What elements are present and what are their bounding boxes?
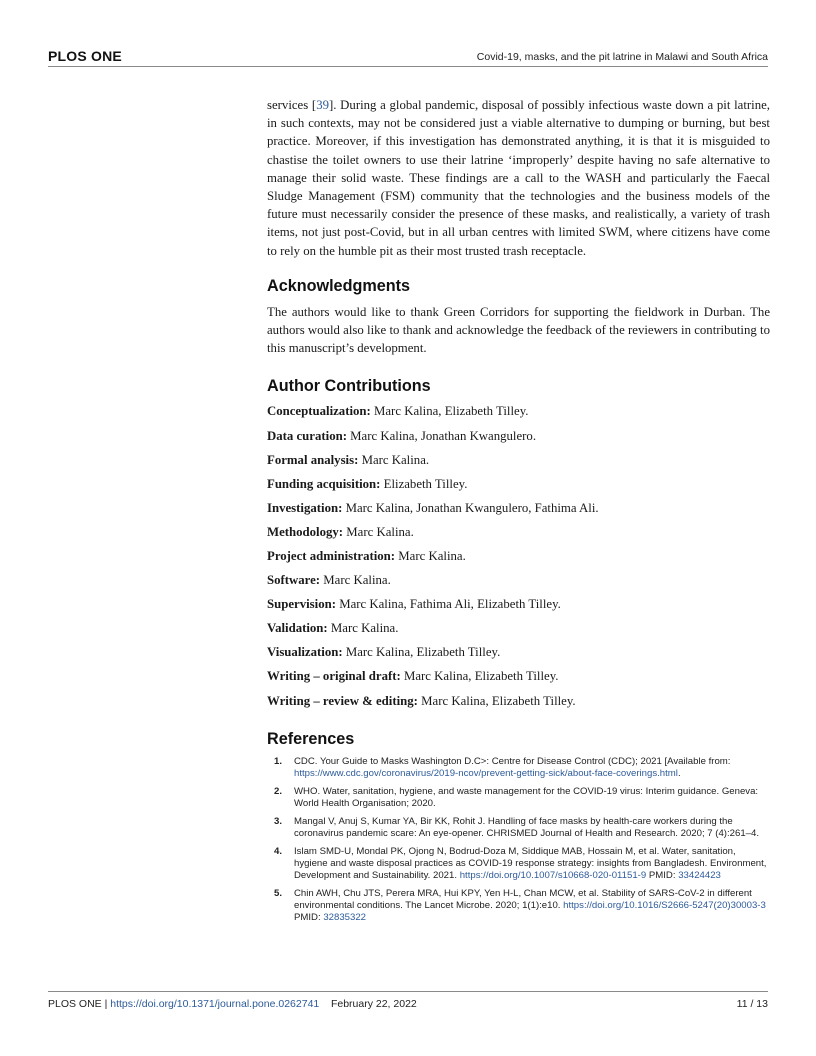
reference-text: CDC. Your Guide to Masks Washington D.C>: Centre for Disease Control (CDC); 2021 [Available from: (294, 755, 731, 767)
contribution-role: Writing – original draft: (267, 669, 401, 684)
contribution-item (267, 620, 770, 636)
reference-text: Islam SMD-U, Mondal PK, Ojong N, Bodrud-Doza M, Siddique MAB, Hossain M, et al. Water, sanitation, hygiene and waste disposal practices as COVID-19 response strategy: insights from Bangladesh. Environment, Development and Sustainability. 2021. (294, 845, 767, 881)
reference-item (267, 816, 770, 840)
author-contributions-list (267, 403, 770, 708)
citation-link[interactable]: 39 (316, 98, 329, 112)
contribution-item (267, 572, 770, 588)
contribution-names: Marc Kalina, Elizabeth Tilley. (403, 669, 559, 684)
contribution-names: Marc Kalina, Jonathan Kwangulero, Fathima Ali. (345, 500, 599, 515)
contribution-names: Marc Kalina, Fathima Ali, Elizabeth Tilley. (339, 597, 561, 612)
contribution-role: Methodology: (267, 524, 344, 539)
doi-link[interactable]: https://doi.org/10.1371/journal.pone.0262741 (110, 998, 320, 1010)
main-content (267, 96, 770, 930)
page-header (48, 38, 768, 67)
journal-name: PLOS ONE (48, 48, 122, 64)
reference-text: Mangal V, Anuj S, Kumar YA, Bir KK, Rohit J. Handling of face masks by health-care workers during the coronavirus pandemic scare: An eye-opener. CHRISMED Journal of Health and Research. 2020; 7 (4):261–4. (294, 815, 760, 839)
contribution-role: Data curation: (267, 428, 347, 443)
author-contributions-heading: Author Contributions (267, 377, 431, 396)
contribution-role: Investigation: (267, 500, 343, 515)
contribution-names: Marc Kalina. (361, 452, 430, 467)
reference-text: WHO. Water, sanitation, hygiene, and waste management for the COVID-19 virus: Interim guidance. Geneva: World Health Organisation; 2020. (294, 785, 759, 809)
contribution-names: Marc Kalina. (398, 549, 466, 563)
pmid-link[interactable]: 33424423 (678, 869, 721, 881)
contribution-role: Funding acquisition: (267, 476, 381, 491)
contribution-item (267, 452, 770, 468)
contribution-role: Writing – review & editing: (267, 693, 418, 708)
contribution-role: Formal analysis: (267, 452, 359, 467)
reference-link[interactable]: https://doi.org/10.1007/s10668-020-01151-9 (459, 869, 647, 881)
contribution-role: Validation: (267, 621, 328, 636)
page-footer (48, 991, 768, 1014)
reference-link[interactable]: https://www.cdc.gov/coronavirus/2019-ncov/prevent-getting-sick/about-face-coverings.html (294, 767, 678, 779)
contribution-role: Conceptualization: (267, 404, 371, 419)
page-number: 11 / 13 (736, 998, 768, 1010)
references-heading: References (267, 729, 355, 748)
publication-date: February 22, 2022 (330, 998, 417, 1010)
discussion-paragraph: services [39]. During a global pandemic, disposal of possibly infectious waste down a pit latrine, in such contexts, may not be considered just a viable alternative to dumping or burning, but best practice. Moreover, if this investigation has demonstrated anything, it is that it is misguided to chastise the toilet owners to use their latrine ‘improperly’ despite having no safe alternative to manage their solid waste. These findings are a call to the WASH and particularly the Faecal Sludge Management (FSM) community that the technologies and the business models of the future must necessarily consider the presence of these masks, and realistically, a variety of trash items, not just post-Covid, but in all urban centres with limited SWM, where citizens have come to rely on the humble pit as their most trusted trash receptacle. (267, 98, 770, 258)
reference-item (267, 786, 770, 810)
contribution-role: Visualization: (267, 645, 343, 660)
contribution-item (267, 403, 770, 419)
contribution-item (267, 693, 770, 709)
reference-item (267, 756, 770, 780)
reference-item (267, 846, 770, 883)
contribution-role: Supervision: (267, 597, 336, 612)
contribution-item (267, 644, 770, 660)
contribution-item (267, 500, 770, 516)
footer-citation: PLOS ONE | https://doi.org/10.1371/journal.pone.0262741 February 22, 2022 (48, 998, 417, 1010)
contribution-item (267, 524, 770, 540)
contribution-names: Marc Kalina. (330, 621, 399, 636)
acknowledgments-heading: Acknowledgments (267, 276, 411, 295)
contribution-names: Elizabeth Tilley. (383, 476, 468, 491)
reference-number: 4. (274, 845, 283, 857)
contribution-names: Marc Kalina, Jonathan Kwangulero. (350, 428, 537, 443)
reference-tail: . (677, 767, 681, 779)
contribution-names: Marc Kalina. (346, 524, 414, 539)
contribution-item (267, 476, 770, 492)
contribution-names: Marc Kalina, Elizabeth Tilley. (374, 404, 529, 419)
contribution-names: Marc Kalina. (323, 573, 391, 588)
references-list (267, 756, 770, 925)
reference-link[interactable]: https://doi.org/10.1016/S2666-5247(20)30003-3 (563, 899, 766, 911)
reference-number: 5. (274, 887, 283, 899)
reference-text: Chin AWH, Chu JTS, Perera MRA, Hui KPY, Yen H-L, Chan MCW, et al. Stability of SARS-CoV-2 in different environmental conditions. The Lancet Microbe. 2020; 1(1):e10. (294, 887, 752, 911)
contribution-item (267, 596, 770, 612)
contribution-item (267, 428, 770, 444)
pmid-link[interactable]: 32835322 (323, 912, 367, 924)
contribution-item (267, 548, 770, 564)
reference-number: 1. (274, 755, 283, 767)
reference-number: 3. (274, 815, 283, 827)
pmid-label: PMID: (294, 912, 324, 924)
contribution-role: Project administration: (267, 549, 396, 563)
pmid-label: PMID: (646, 869, 679, 881)
contribution-item (267, 668, 770, 684)
reference-number: 2. (274, 785, 283, 797)
contribution-names: Marc Kalina, Elizabeth Tilley. (345, 645, 501, 660)
acknowledgments-text: The authors would like to thank Green Corridors for supporting the fieldwork in Durban. The authors would also like to thank and acknowledge the feedback of the reviewers in contributing to this manuscript’s development. (267, 304, 770, 356)
contribution-names: Marc Kalina, Elizabeth Tilley. (421, 693, 576, 708)
reference-item (267, 888, 770, 925)
contribution-role: Software: (267, 573, 321, 588)
running-title: Covid-19, masks, and the pit latrine in Malawi and South Africa (476, 51, 768, 63)
